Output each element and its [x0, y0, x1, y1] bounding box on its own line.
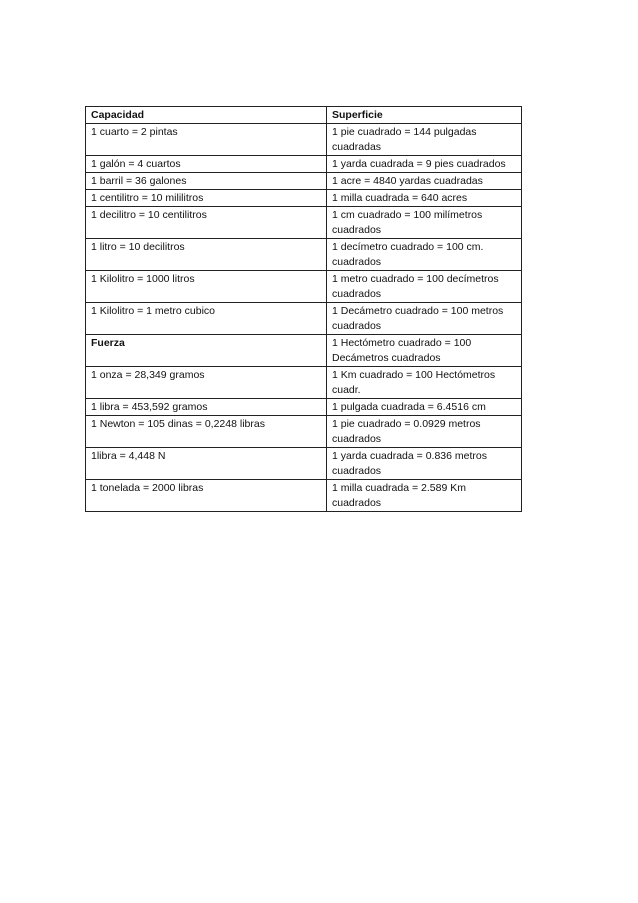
table-row — [86, 303, 522, 335]
table-cell: 1 decímetro cuadrado = 100 cm. cuadrados — [327, 239, 522, 271]
table-cell: 1 Kilolitro = 1000 litros — [86, 271, 327, 303]
header-superficie: Superficie — [327, 107, 522, 124]
table-row — [86, 271, 522, 303]
table-cell: 1 yarda cuadrada = 9 pies cuadrados — [327, 156, 522, 173]
table-cell: 1 Kilolitro = 1 metro cubico — [86, 303, 327, 335]
table-cell: 1 Newton = 105 dinas = 0,2248 libras — [86, 416, 327, 448]
table-cell: 1 onza = 28,349 gramos — [86, 367, 327, 399]
table-cell: 1 Decámetro cuadrado = 100 metros cuadrados — [327, 303, 522, 335]
table-cell: 1 centilitro = 10 mililitros — [86, 190, 327, 207]
table-cell: 1 pie cuadrado = 144 pulgadas cuadradas — [327, 124, 522, 156]
conversion-table — [85, 106, 522, 512]
header-fuerza: Fuerza — [86, 335, 327, 367]
table-cell: 1 libra = 453,592 gramos — [86, 399, 327, 416]
table-cell: 1 pie cuadrado = 0.0929 metros cuadrados — [327, 416, 522, 448]
table-row — [86, 156, 522, 173]
table-cell: 1 pulgada cuadrada = 6.4516 cm — [327, 399, 522, 416]
table-row — [86, 207, 522, 239]
table-cell: 1 decilitro = 10 centilitros — [86, 207, 327, 239]
table-cell: 1 tonelada = 2000 libras — [86, 480, 327, 512]
table-row — [86, 335, 522, 367]
table-row — [86, 367, 522, 399]
table-row — [86, 190, 522, 207]
table-row — [86, 448, 522, 480]
table-cell: 1 galón = 4 cuartos — [86, 156, 327, 173]
table-cell: 1libra = 4,448 N — [86, 448, 327, 480]
table-row — [86, 416, 522, 448]
table-row — [86, 124, 522, 156]
table-cell: 1 Hectómetro cuadrado = 100 Decámetros cuadrados — [327, 335, 522, 367]
table-cell: 1 Km cuadrado = 100 Hectómetros cuadr. — [327, 367, 522, 399]
table-cell: 1 cuarto = 2 pintas — [86, 124, 327, 156]
table-row — [86, 399, 522, 416]
table-row — [86, 173, 522, 190]
table-cell: 1 metro cuadrado = 100 decímetros cuadrados — [327, 271, 522, 303]
table-cell: 1 milla cuadrada = 640 acres — [327, 190, 522, 207]
table-row — [86, 239, 522, 271]
table-cell: 1 cm cuadrado = 100 milímetros cuadrados — [327, 207, 522, 239]
table-cell: 1 litro = 10 decilitros — [86, 239, 327, 271]
table-cell: 1 yarda cuadrada = 0.836 metros cuadrados — [327, 448, 522, 480]
table-cell: 1 milla cuadrada = 2.589 Km cuadrados — [327, 480, 522, 512]
table-cell: 1 barril = 36 galones — [86, 173, 327, 190]
table-row — [86, 107, 522, 124]
table-cell: 1 acre = 4840 yardas cuadradas — [327, 173, 522, 190]
table-row — [86, 480, 522, 512]
header-capacidad: Capacidad — [86, 107, 327, 124]
